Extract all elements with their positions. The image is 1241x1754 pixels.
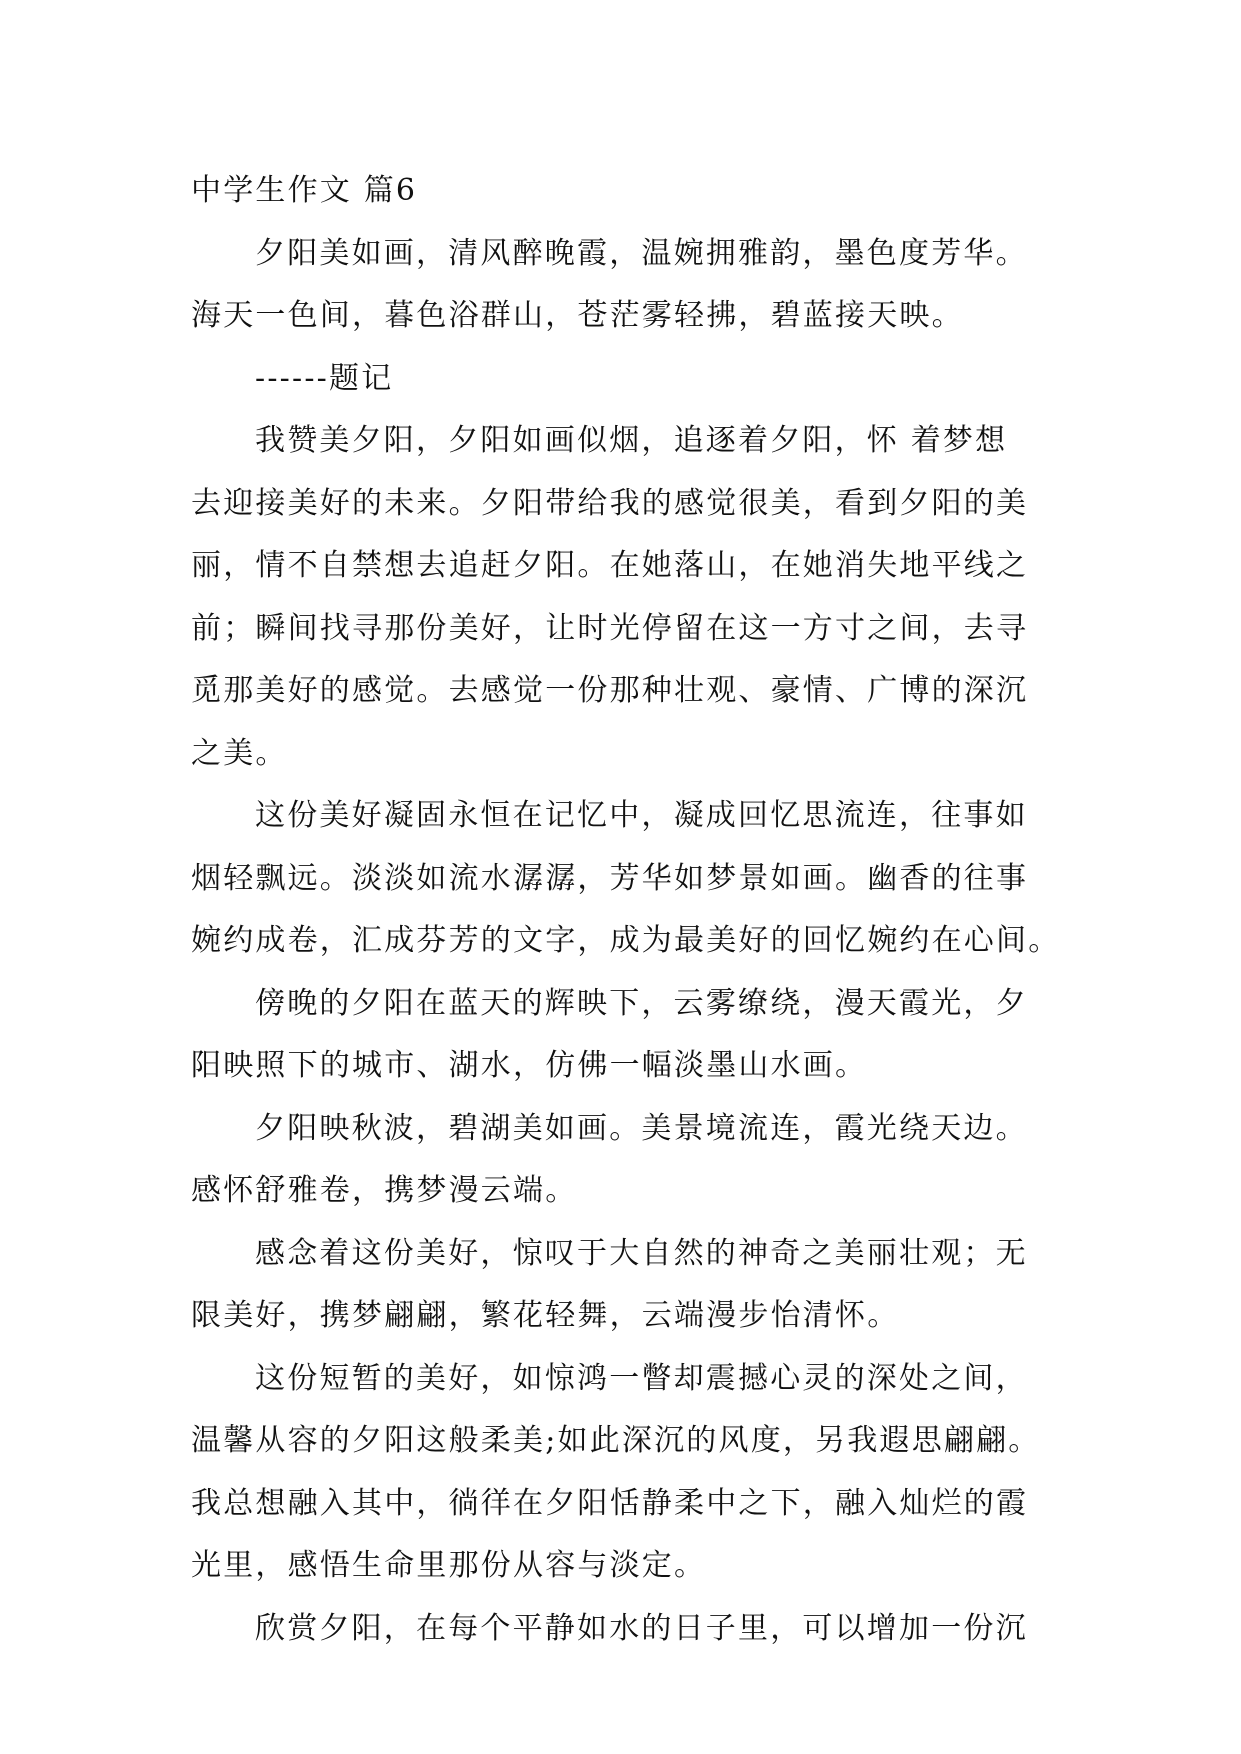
paragraph-line: 我赞美夕阳，夕阳如画似烟，追逐着夕阳，怀 着梦想 — [255, 423, 1008, 458]
paragraph-line: 这份短暂的美好，如惊鸿一瞥却震撼心灵的深处之间， — [255, 1360, 1028, 1396]
paragraph-line: 限美好，携梦翩翩，繁花轻舞，云端漫步怡清怀。 — [191, 1298, 900, 1333]
paragraph-line: 傍晚的夕阳在蓝天的辉映下，云雾缭绕，漫天霞光，夕 — [255, 985, 1028, 1021]
poem-line: 感怀舒雅卷，携梦漫云端。 — [191, 1173, 578, 1208]
paragraph-line: 阳映照下的城市、湖水，仿佛一幅淡墨山水画。 — [191, 1048, 868, 1083]
paragraph-line: 丽，情不自禁想去追赶夕阳。在她落山，在她消失地平线之 — [191, 548, 1029, 583]
paragraph-line: 温馨从容的夕阳这般柔美;如此深沉的风度，另我遐思翩翩。 — [191, 1423, 1041, 1458]
poem-line: 夕阳美如画，清风醉晚霞，温婉拥雅韵，墨色度芳华。 — [255, 235, 1028, 271]
paragraph-line: 之美。 — [191, 735, 288, 771]
poem-line: 海天一色间，暮色浴群山，苍茫雾轻拂，碧蓝接天映。 — [191, 298, 964, 333]
paragraph-line: 感念着这份美好，惊叹于大自然的神奇之美丽壮观；无 — [255, 1235, 1028, 1271]
paragraph-line: 欣赏夕阳，在每个平静如水的日子里，可以增加一份沉 — [255, 1610, 1028, 1646]
paragraph-line: 觅那美好的感觉。去感觉一份那种壮观、豪情、广博的深沉 — [191, 673, 1029, 708]
paragraph-line: 烟轻飘远。淡淡如流水潺潺，芳华如梦景如画。幽香的往事 — [191, 860, 1029, 896]
paragraph-line: 我总想融入其中，徜徉在夕阳恬静柔中之下，融入灿烂的霞 — [191, 1485, 1029, 1521]
paragraph-line: 前；瞬间找寻那份美好，让时光停留在这一方寸之间，去寻 — [191, 610, 1029, 646]
paragraph-line: 光里，感悟生命里那份从容与淡定。 — [191, 1548, 707, 1583]
paragraph-line: 去迎接美好的未来。夕阳带给我的感觉很美，看到夕阳的美 — [191, 485, 1029, 521]
poem-line: 夕阳映秋波，碧湖美如画。美景境流连，霞光绕天边。 — [255, 1110, 1028, 1146]
paragraph-line: 婉约成卷，汇成芬芳的文字，成为最美好的回忆婉约在心间。 — [191, 923, 1061, 958]
epigraph-label: ------题记 — [255, 360, 394, 396]
essay-title: 中学生作文 篇6 — [191, 173, 418, 208]
paragraph-line: 这份美好凝固永恒在记忆中，凝成回忆思流连，往事如 — [255, 798, 1028, 833]
essay-body — [191, 160, 1081, 1660]
